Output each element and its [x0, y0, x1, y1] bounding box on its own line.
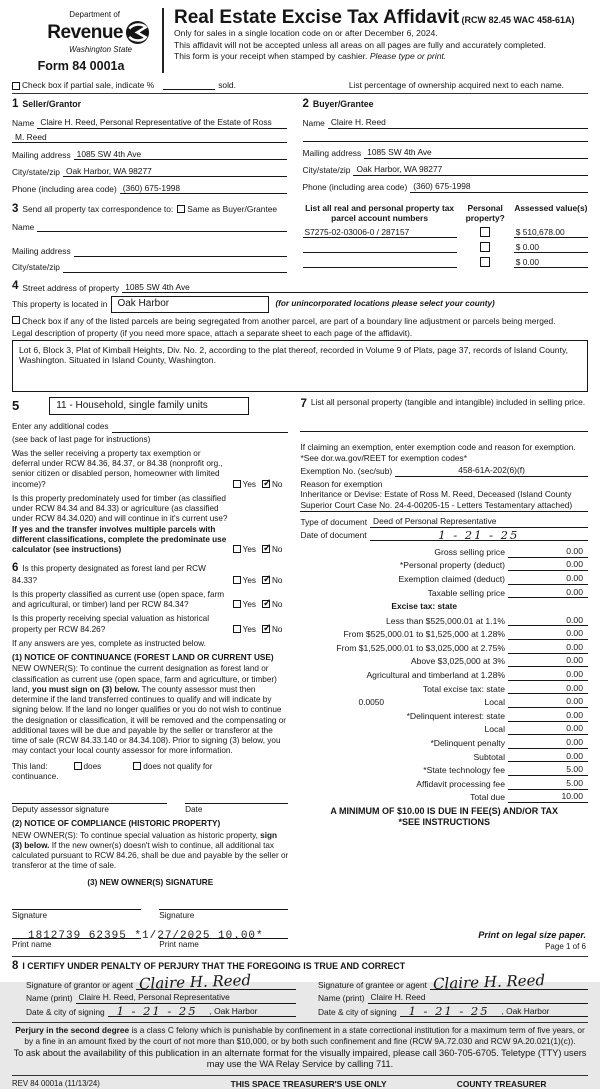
amount-field[interactable]: 0.00	[508, 723, 588, 735]
date-of-document-label: Date of document	[300, 530, 367, 541]
excise-tax-state-heading: Excise tax: state	[391, 601, 458, 612]
certification-section	[12, 956, 588, 1017]
tax-row: From $525,000.01 to $1,525,000 at 1.28% 0.00	[300, 626, 588, 640]
buyer-name-field[interactable]: Claire H. Reed	[328, 117, 588, 129]
tax-row: *Personal property (deduct) 0.00	[300, 558, 588, 572]
grantee-date-city-label: Date & city of signing	[318, 1006, 397, 1017]
grantee-name-print-label: Name (print)	[318, 993, 365, 1004]
yes-label: Yes	[242, 575, 256, 585]
revenue-swirl-icon	[125, 20, 150, 45]
yes-checkbox[interactable]	[233, 600, 241, 608]
treasurer-row	[12, 1075, 588, 1089]
form-title-rcw: (RCW 82.45 WAC 458-61A)	[461, 15, 575, 25]
buyer-heading: Buyer/Grantee	[312, 99, 374, 110]
buyer-section: 2 Buyer/Grantee Name Claire H. Reed Mailing address 1085 SW 4th Ave City/state/zip Oak Harbor, WA 98277 Phone (including area code) (360) 675-1998	[303, 97, 588, 194]
amount-field[interactable]: 0.00	[508, 655, 588, 667]
no-checkbox[interactable]	[262, 600, 270, 608]
tax-row: Less than $525,000.01 at 1.1% 0.00	[300, 613, 588, 627]
amount-field[interactable]: 0.00	[508, 669, 588, 681]
form-number: Form 84 0001a	[37, 59, 125, 73]
assessor-date-label: Date	[185, 805, 203, 815]
yes-checkbox[interactable]	[233, 576, 241, 584]
grantor-city-field[interactable]: , Oak Harbor	[206, 1006, 296, 1018]
new-owner-signature-title: (3) NEW OWNER(S) SIGNATURE	[87, 877, 214, 887]
no-label: No	[272, 479, 283, 489]
tax-row: Local 0.00	[300, 722, 588, 736]
notice-compliance-title: (2) NOTICE OF COMPLIANCE (HISTORIC PROPERTY)	[12, 819, 221, 829]
minimum-due-note: A MINIMUM OF $10.00 IS DUE IN FEE(S) AND/OR TAX	[330, 806, 559, 817]
amount-field[interactable]: 5.00	[508, 778, 588, 790]
legal-description-field[interactable]: Lot 6, Block 3, Plat of Kimball Heights, Div. No. 2, according to the plat thereof, recorded in Volume 9 of Plats, page 37, records of Island County, Washington. Situated in Island County, Washington.	[12, 340, 588, 392]
owner-signature-field-2[interactable]	[159, 900, 288, 910]
no-label: No	[272, 600, 283, 610]
correspondence-label: Send all property tax correspondence to:	[22, 203, 174, 214]
additional-codes-label: Enter any additional codes	[12, 422, 109, 432]
no-checkbox[interactable]	[262, 545, 270, 553]
segregated-label: Check box if any of the listed parcels are being segregated from another parcel, are part of a boundary line adjustment or parcels being merged.	[22, 315, 556, 326]
perjury-notice: Perjury in the second degree is a class C felony which is punishable by confinement in a state correctional institution for a maximum term of five years, or by a fine in an amount fixed by the court of not more than $10,000, or by both such confinement and fine (RCW 9A.72.030 and RCW 9A.20.021(1)(c)).	[12, 1022, 588, 1046]
legal-size-note: Print on legal size paper.	[478, 929, 586, 940]
no-checkbox[interactable]	[262, 480, 270, 488]
see-back-note: (see back of last page for instructions)	[12, 434, 151, 444]
parcel-table	[303, 202, 588, 273]
amount-field[interactable]: 0.00	[508, 628, 588, 640]
owner-signature-field-1[interactable]	[12, 900, 141, 910]
amount-field[interactable]: 0.00	[508, 683, 588, 695]
unincorporated-note: (for unincorporated locations please select your county)	[275, 299, 495, 309]
grantor-date-city-label: Date & city of signing	[26, 1006, 105, 1017]
grantor-signature-label: Signature of grantor or agent	[26, 979, 134, 990]
date-of-document-field[interactable]: 1 - 21 - 25	[370, 530, 588, 541]
assessed-value-field[interactable]: $ 0.00	[514, 242, 588, 254]
additional-codes-field[interactable]	[112, 423, 289, 433]
same-as-buyer-checkbox[interactable]	[177, 205, 185, 213]
amount-field[interactable]: 5.00	[508, 764, 588, 776]
amount-field[interactable]: 0.00	[508, 751, 588, 763]
street-address-field[interactable]: 1085 SW 4th Ave	[122, 282, 588, 294]
dor-logo	[12, 6, 150, 75]
located-in-label: This property is located in	[12, 299, 108, 310]
question-timber-use: Is this property predominately used for timber (as classified under RCW 84.34 and 84.33) or agriculture (as classified under RCW 84.34.020) and will continue in it's current use? If yes and the transfer involves multiple parcels with different classifications, complete the predominate use calculator (see instructions) Yes ✓ No	[12, 494, 288, 556]
assessed-value-header: Assessed value(s)	[514, 203, 588, 213]
tax-row: *State technology fee 5.00	[300, 762, 588, 776]
exemption-note: If claiming an exemption, enter exemption code and reason for exemption. *See dor.wa.gov/REET for exemption codes*	[300, 442, 576, 463]
seller-mailing-field[interactable]: 1085 SW 4th Ave	[74, 149, 287, 161]
partial-percent-field[interactable]	[163, 81, 215, 90]
parcel-number-field[interactable]	[303, 267, 457, 268]
certify-statement: I CERTIFY UNDER PENALTY OF PERJURY THAT THE FOREGOING IS TRUE AND CORRECT	[22, 961, 406, 972]
same-as-buyer-label: Same as Buyer/Grantee	[187, 203, 278, 214]
form-title: Real Estate Excise Tax Affidavit	[174, 7, 460, 28]
correspondence-city-field[interactable]	[63, 263, 287, 273]
buyer-city-field[interactable]: Oak Harbor, WA 98277	[353, 164, 588, 176]
land-qualify-row	[12, 762, 288, 772]
yes-label: Yes	[242, 479, 256, 489]
ownership-note: List percentage of ownership acquired next to each name.	[348, 79, 564, 90]
notice-continuance-title: (1) NOTICE OF CONTINUANCE (FOREST LAND OR CURRENT USE)	[12, 653, 274, 663]
tax-column	[300, 397, 588, 951]
located-in-field[interactable]: Oak Harbor	[111, 296, 269, 313]
signature-label: Signature	[12, 910, 48, 920]
grantee-city-field[interactable]: , Oak Harbor	[498, 1006, 588, 1018]
notice-continuance-text: NEW OWNER(S): To continue the current designation as forest land or classification as current use (open space, farm and agriculture, or timber) land, you must sign on (3) below. The county assessor must then determine if the land transferred continues to qualify and will indicate by signing below. If the land no longer qualifies or you do not wish to continue the designation or classification, it will be removed and the compensating or additional taxes will be due and payable by the seller or transferor at the time of sale (RCW 84.33.140 or 84.34.108). Prior to signing (3) below, you may contact your local county assessor for more information.	[12, 664, 286, 756]
amount-field[interactable]: 0.00	[508, 710, 588, 722]
correspondence-section: 3 Send all property tax correspondence to: Same as Buyer/Grantee Name Mailing address City/state/zip	[12, 202, 287, 273]
question-tax-exemption: Was the seller receiving a property tax exemption or deferral under RCW 84.36, 84.37, or 84.38 (nonprofit org., senior citizen or disabled person, homeowner with limited income)? Yes ✓ No	[12, 449, 288, 490]
land-use-code-field[interactable]: 11 - Household, single family units	[49, 397, 249, 416]
buyer-phone-field[interactable]: (360) 675-1998	[410, 181, 588, 193]
question-forest-land: 6 Is this property designated as forest land per RCW 84.33? Yes ✓ No	[12, 561, 288, 586]
rev-form-id: REV 84 0001a (11/13/24)	[12, 1078, 100, 1088]
grantor-date-field[interactable]: 1 - 21 - 25	[108, 1006, 207, 1017]
parcel-number-field[interactable]: S7275-02-03006-0 / 287157	[303, 227, 457, 239]
tax-row: *Delinquent penalty 0.00	[300, 735, 588, 749]
seller-name-field-line2[interactable]: M. Reed	[12, 132, 287, 144]
no-label: No	[272, 545, 283, 554]
tax-row: *Delinquent interest: state 0.00	[300, 708, 588, 722]
no-label: No	[272, 624, 283, 634]
notice-compliance-text: NEW OWNER(S): To continue special valuation as historic property, sign (3) below. If the new owner(s) doesn't wish to continue, all additional tax calculated pursuant to RCW 84.26, shall be due and payable by the seller or transferor at the time of sale.	[12, 830, 289, 871]
assessor-date-field[interactable]	[185, 794, 288, 804]
amount-field[interactable]: 0.00	[508, 737, 588, 749]
continuance-label: continuance.	[12, 771, 59, 781]
deputy-assessor-signature-field[interactable]	[12, 794, 167, 804]
no-label: No	[272, 575, 283, 585]
sold-label: sold.	[218, 79, 236, 90]
county-treasurer-label: COUNTY TREASURER	[456, 1078, 547, 1089]
land-use-column	[12, 397, 288, 951]
amount-field[interactable]: 0.00	[508, 587, 588, 599]
amount-field[interactable]: 10.00	[508, 791, 588, 803]
print-name-label: Print name	[12, 940, 52, 950]
new-owner-signature-row	[12, 900, 288, 921]
alternate-format-notice: To ask about the availability of this publication in an alternate format for the visually impaired, please call 360-705-6705. Teletype (TTY) users may use the WA Relay Service by calling 711.	[13, 1047, 587, 1070]
local-rate-value: 0.0050	[358, 696, 385, 707]
header-divider	[162, 8, 164, 73]
grantee-date-field[interactable]: 1 - 21 - 25	[400, 1006, 499, 1017]
amount-field[interactable]: 0.00	[508, 546, 588, 558]
no-checkbox[interactable]	[262, 576, 270, 584]
yes-checkbox[interactable]	[233, 545, 241, 553]
grantor-signature-field[interactable]: Claire H. Reed	[136, 976, 296, 991]
amount-field[interactable]: 0.00	[508, 642, 588, 654]
tax-row: Affidavit processing fee 5.00	[300, 776, 588, 790]
personal-property-header: Personal property?	[465, 203, 505, 223]
tax-row: 0.0050 Local 0.00	[300, 694, 588, 708]
tax-row: Above $3,025,000 at 3% 0.00	[300, 654, 588, 668]
dept-of-text: Department of	[69, 10, 120, 19]
segregated-checkbox[interactable]	[12, 316, 20, 324]
revenue-wordmark: Revenue	[47, 22, 123, 43]
correspondence-mailing-field[interactable]	[74, 247, 287, 257]
header-note-2: This affidavit will not be accepted unless all areas on all pages are fully and accurately completed.	[174, 39, 546, 50]
section-5-number: 5	[12, 397, 20, 413]
amount-field[interactable]: 0.00	[508, 615, 588, 627]
tax-row: Subtotal 0.00	[300, 749, 588, 763]
legal-description-label: Legal description of property (if you need more space, attach a separate sheet to each page of the affidavit).	[12, 328, 413, 339]
washington-state-text: Washington State	[68, 45, 132, 54]
yes-label: Yes	[242, 545, 256, 554]
header-note-3: This form is your receipt when stamped by cashier. Please type or print.	[174, 51, 447, 62]
no-checkbox[interactable]	[262, 625, 270, 633]
does-not-label: does not qualify for	[143, 761, 213, 771]
buyer-name-field-line2[interactable]	[303, 132, 588, 142]
section-1-number: 1	[12, 98, 19, 111]
personal-property-checkbox[interactable]	[480, 227, 490, 237]
grantor-name-print-field[interactable]: Claire H. Reed, Personal Representative	[76, 992, 296, 1004]
parcel-row	[303, 253, 588, 268]
assessor-signature-row	[12, 794, 288, 815]
print-name-label: Print name	[159, 940, 199, 950]
buyer-mailing-field[interactable]: 1085 SW 4th Ave	[364, 147, 588, 159]
treasurer-space-label: THIS SPACE TREASURER'S USE ONLY	[230, 1078, 387, 1089]
parcel-row	[303, 238, 588, 253]
seller-name-field[interactable]: Claire H. Reed, Personal Representative of the Estate of Ross	[37, 117, 286, 129]
question-historical: Is this property receiving special valuation as historical property per RCW 84.26? Yes ✓ No	[12, 614, 288, 635]
type-of-document-label: Type of document	[300, 517, 368, 528]
tax-row: Total due 10.00	[300, 790, 588, 804]
section-7-number: 7	[300, 397, 307, 410]
section-3-number: 3	[12, 203, 19, 215]
amount-field[interactable]: 0.00	[508, 696, 588, 708]
deputy-assessor-signature-label: Deputy assessor signature	[12, 805, 109, 815]
section-2-number: 2	[302, 98, 309, 111]
parcel-row	[303, 223, 588, 238]
tax-row: Exemption claimed (deduct) 0.00	[300, 571, 588, 585]
correspondence-name-field[interactable]	[37, 222, 286, 232]
exemption-no-field[interactable]: 458-61A-202(6)(f)	[395, 465, 588, 477]
assessed-value-field[interactable]: $ 0.00	[514, 257, 588, 269]
grantee-signature-field[interactable]: Claire H. Reed	[430, 976, 588, 991]
yes-checkbox[interactable]	[233, 625, 241, 633]
reason-for-exemption-label: Reason for exemption	[300, 478, 383, 489]
partial-sale-label: Check box if partial sale, indicate %	[22, 79, 155, 90]
does-not-checkbox[interactable]	[133, 762, 141, 770]
amount-field[interactable]: 0.00	[508, 573, 588, 585]
personal-property-checkbox[interactable]	[480, 257, 490, 267]
seller-section: 1 Seller/Grantor Name Claire H. Reed, Personal Representative of the Estate of Ross M. Reed Mailing address 1085 SW 4th Ave City/state/zip Oak Harbor, WA 98277 Phone (including area code) (360) 675-1998	[12, 97, 287, 194]
tax-row: Gross selling price 0.00	[300, 544, 588, 558]
seller-heading: Seller/Grantor	[22, 99, 82, 110]
parcel-header: List all real and personal property tax parcel account numbers	[305, 203, 455, 223]
tax-row: Agricultural and timberland at 1.28% 0.00	[300, 667, 588, 681]
signature-label: Signature	[159, 910, 195, 920]
personal-property-title: List all personal property (tangible and intangible) included in selling price.	[310, 396, 586, 407]
personal-property-checkbox[interactable]	[480, 242, 490, 252]
section-6-number: 6	[12, 562, 19, 575]
section-4-number: 4	[12, 279, 19, 292]
yes-checkbox[interactable]	[233, 480, 241, 488]
parcel-number-field[interactable]	[303, 252, 457, 253]
tax-row: From $1,525,000.01 to $3,025,000 at 2.75% 0.00	[300, 640, 588, 654]
partial-sale-checkbox[interactable]	[12, 82, 20, 90]
form-header	[12, 6, 588, 75]
tax-row: Taxable selling price 0.00	[300, 585, 588, 599]
see-instructions-note: *SEE INSTRUCTIONS	[398, 817, 490, 828]
partial-sale-row	[12, 80, 588, 95]
yes-label: Yes	[242, 624, 256, 634]
print-note-block	[478, 930, 586, 953]
grantee-signature-label: Signature of grantee or agent	[318, 979, 427, 990]
reason-for-exemption-field[interactable]: Inheritance or Devise: Estate of Ross M. Reed, Deceased (Island County Superior Court Case No. 24-4-00205-15 - Letters Testamentary attached)	[300, 489, 588, 512]
yes-label: Yes	[242, 600, 256, 610]
grantor-name-print-label: Name (print)	[26, 993, 73, 1004]
cashier-stamp: 1812739 62395 *1/27/2025 10.00*	[28, 930, 264, 943]
type-of-document-field[interactable]: Deed of Personal Representative	[370, 516, 588, 528]
page-number: Page 1 of 6	[545, 942, 586, 951]
seller-phone-field[interactable]: (360) 675-1998	[120, 183, 287, 195]
does-label: does	[83, 761, 102, 771]
exemption-no-label: Exemption No. (sec/sub)	[300, 466, 393, 477]
section-8-number: 8	[12, 960, 19, 973]
grantee-name-print-field[interactable]: Claire H. Reed	[368, 992, 588, 1004]
does-checkbox[interactable]	[74, 762, 82, 770]
question-current-use: Is this property classified as current use (open space, farm and agricultural, or timber) land per RCW 84.34? Yes ✓ No	[12, 590, 288, 611]
assessed-value-field[interactable]: $ 510,678.00	[514, 227, 588, 239]
this-land-label: This land:	[12, 761, 48, 771]
if-any-yes-note: If any answers are yes, complete as instructed below.	[12, 638, 206, 648]
seller-city-field[interactable]: Oak Harbor, WA 98277	[63, 166, 287, 178]
street-address-label: Street address of property	[22, 282, 120, 293]
personal-property-list-field[interactable]	[300, 419, 588, 432]
tax-row: Total excise tax: state 0.00	[300, 681, 588, 695]
property-location-section	[12, 279, 588, 392]
header-note-1: Only for sales in a single location code on or after December 6, 2024.	[174, 28, 438, 38]
amount-field[interactable]: 0.00	[508, 559, 588, 571]
